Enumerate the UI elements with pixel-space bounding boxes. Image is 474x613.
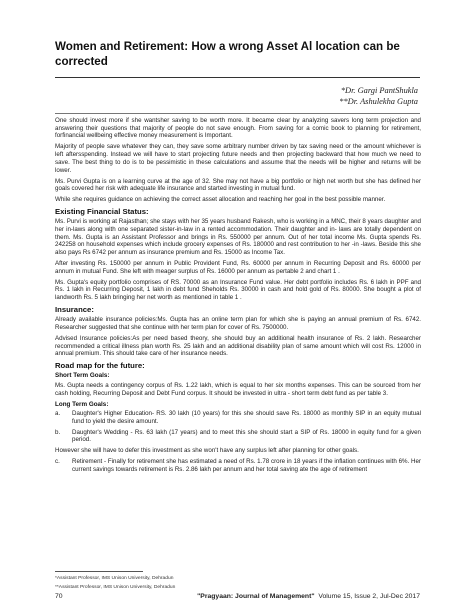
journal-citation: [197, 593, 420, 601]
long-goal-item: [55, 429, 421, 444]
authors-divider: [55, 113, 420, 114]
footnote-divider: [55, 571, 143, 572]
list-item-text: Retirement - Finally for retirement she has estimated a need of Rs. 1.78 crore in 18 years if the inflation continues with 6%. Her current savings towards retirement is Rs. 2.86 lakh per annum and her total saving ate the age of retirement: [72, 458, 421, 473]
section-heading-existing: Existing Financial Status:: [55, 207, 149, 217]
list-marker: c.: [55, 458, 60, 466]
section-heading-insurance: Insurance:: [55, 305, 94, 315]
journal-name: "Pragyaan: Journal of Management": [197, 593, 315, 600]
intro-paragraph-1: One should invest more if she wantsher saving to be worth more. It became clear by analyzing savers long term projection and answering their questions that majority of people do not save enough. From saving for a comic book to planning for retirement, forfinancial wellbeing effective money measurement is Important.: [55, 117, 421, 140]
list-item-text: Daughter's Wedding - Rs. 63 lakh (17 years) and to meet this she should start a SIP of Rs. 18000 in equity fund for a given period.: [72, 428, 421, 444]
existing-paragraph-1: Ms. Purvi is working at Rajasthan; she stays with her 35 years husband Rakesh, who is working in a MNC, their 8 years daughter and her in-laws along with one separated sister-in-law in a rented accommodation. Their daughter and in- laws are totally dependent on them. Ms. Gupta is an Assistant Professor and brings in Rs. 550000 per annum. Out of her total income Ms. Gupta spends Rs. 242258 on household expenses which include grocery expenses of Rs. 180000 and rest contribution to her -in -laws. Beside this she also pays Rs 6742 per annum as insurance premium and Rs. 15000 as Income Tax.: [55, 218, 421, 257]
intro-paragraph-4: While she requires guidance on achieving the correct asset allocation and reaching her goal in the best possible manner.: [55, 196, 386, 204]
page-number: 70: [55, 593, 63, 600]
author-1: *Dr. Gargi PantShukla: [340, 86, 418, 95]
journal-issue: Volume 15, Issue 2, Jul-Dec 2017: [318, 593, 420, 600]
section-heading-roadmap: Road map for the future:: [55, 361, 145, 371]
title-divider: [55, 77, 420, 78]
existing-paragraph-2: After investing Rs. 150000 per annum in Public Provident Fund, Rs. 60000 per annum in Recurring Deposit and Rs. 60000 per annum in mutual Fund. She left with meager surplus of Rs. 16000 per annum as pertable 2 and chart 1 .: [55, 260, 421, 275]
intro-paragraph-2: Majority of people save whatever they can, they save some arbitrary number driven by tax saving need or the amount whichever is left aftersspending. Instead we will have to start projecting future needs and then projecting backward that how much we need to save. The best thing to do is to be pessimistic in these calculations and assume that the needs will be higher and returns will be lower.: [55, 143, 421, 174]
existing-paragraph-3: Ms. Gupta's equity portfolio comprises of RS. 70000 as an Insurance Fund value. Her debt portfolio includes Rs. 6 lakh in PPF and Rs. 1 lakh in Recurring Deposit, 1 lakh in debt fund Sheholds Rs. 30000 in cash and hold gold of Rs. 80000. She bought a plot of landworth Rs. 5 lakh bringing her net worth as mentioned in table 1 .: [55, 278, 421, 302]
author-block: [339, 85, 418, 107]
article-title: Women and Retirement: How a wrong Asset Al location can be corrected: [55, 40, 400, 68]
insurance-paragraph-2: Advised Insurance policies:As per need based theory, she should buy an additional health insurance of Rs. 2 lakh. Researcher recommended a critical illness plan worth Rs. 25 lakh and an additional disability plan of same amount which will cost Rs. 12000 in annual premium. This should take care of her insurance needs.: [55, 334, 421, 358]
retirement-goal-item: [55, 458, 421, 473]
list-marker: b.: [55, 428, 61, 436]
article-body: [55, 117, 421, 477]
intro-paragraph-3: Ms. Purvi Gupta is on a learning curve at the age of 32. She may not have a big portfolio or high net worth but she has defined her goals covered her risk with adequate life insurance and started investing in mutual fund.: [55, 177, 421, 193]
list-item-text: Daughter's Higher Education- RS. 30 lakh (10 years) for this she should save Rs. 18000 as monthly SIP in an equity mutual fund to yield the desire amount.: [72, 410, 421, 426]
insurance-paragraph-1: Already available insurance policies:Ms. Gupta has an online term plan for which she is paying an annual premium of Rs. 6742. Researcher suggested that she continue with her term plan for cover of Rs. 7500000.: [55, 316, 421, 331]
footnotes: [55, 575, 175, 592]
footnote-2: **Assistant Professor, IMS Unison University, Dehradun: [55, 584, 176, 590]
defer-paragraph: However she will have to defer this investment as she won't have any surplus left after planning for other goals.: [55, 447, 359, 455]
subheading-short-term: Short Term Goals:: [55, 372, 110, 380]
footnote-1: *Assistant Professor, IMS Unison University, Dehradun: [55, 576, 174, 581]
list-marker: a.: [55, 410, 61, 418]
long-goal-item: [55, 410, 421, 425]
author-2: **Dr. Ashulekha Gupta: [339, 97, 418, 106]
short-term-paragraph: Ms. Gupta needs a contingency corpus of Rs. 1.22 lakh, which is equal to her six months expenses. This can be sourced from her cash holding, Recurring Deposit and Debt Fund corpus. It should be invested in ultra - short term debt fund as per table 3.: [55, 381, 421, 397]
subheading-long-term: Long Term Goals:: [55, 400, 109, 408]
